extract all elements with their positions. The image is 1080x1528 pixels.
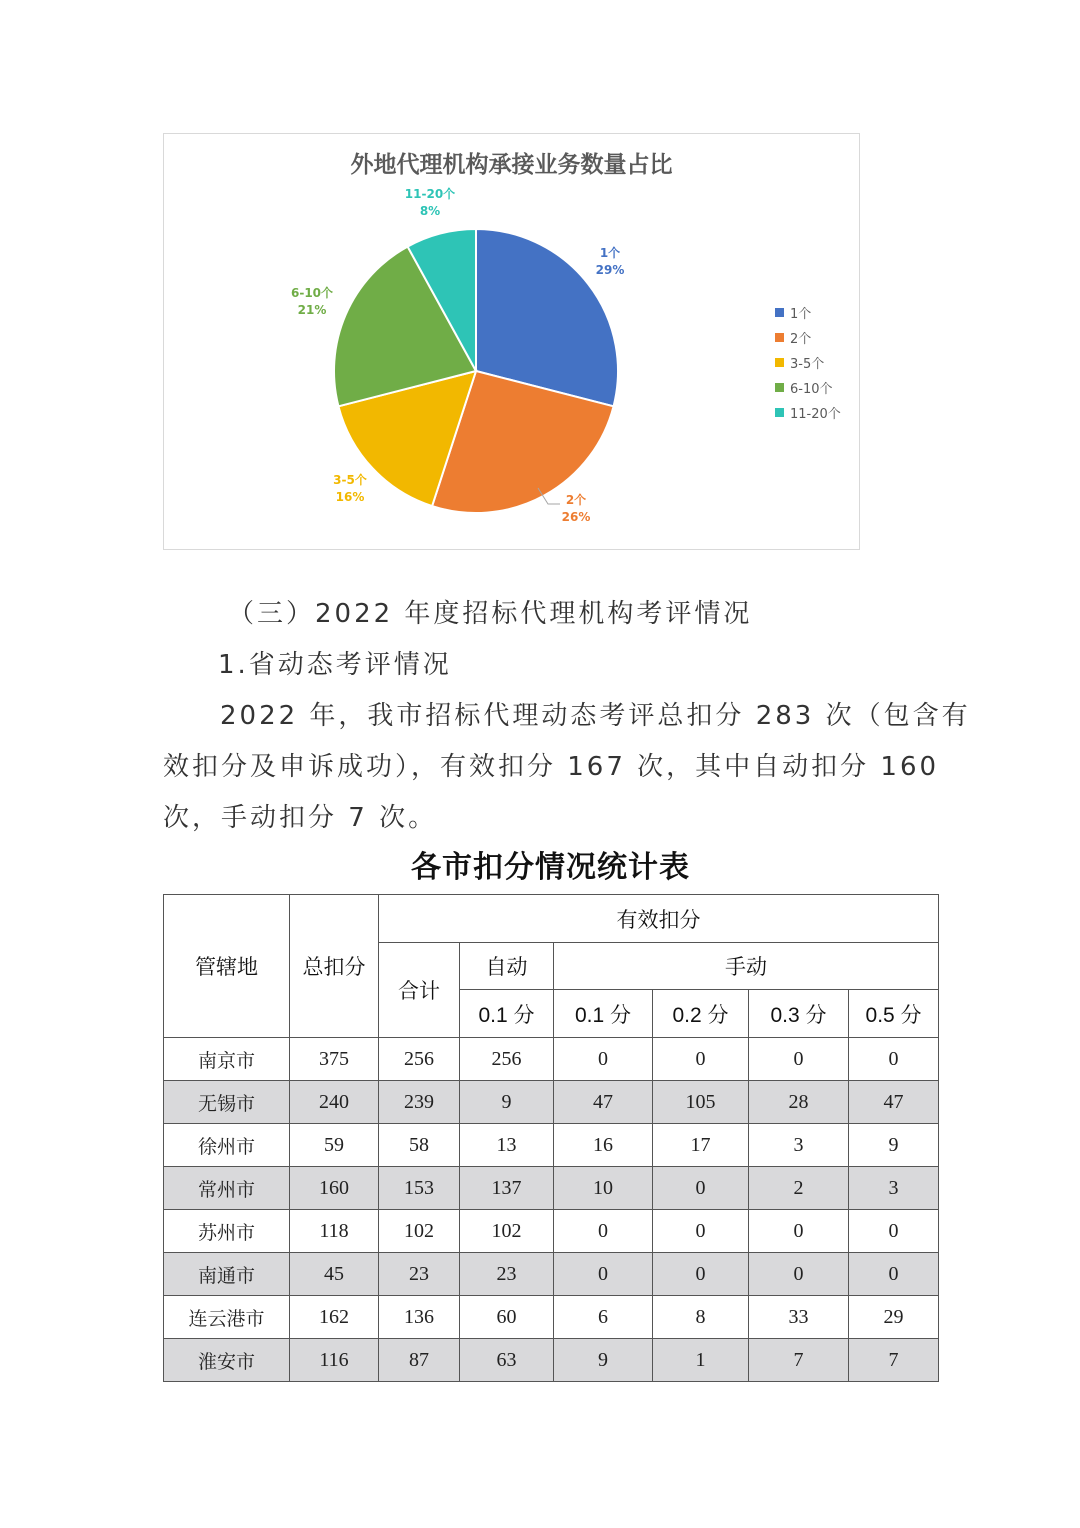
table-cell-value: 8 [653, 1296, 749, 1339]
table-cell-value: 58 [379, 1124, 460, 1167]
table-row [164, 1038, 939, 1081]
table-cell-value: 0 [849, 1038, 939, 1081]
table-cell-value: 0 [653, 1167, 749, 1210]
header-manual-0.2: 0.2 分 [653, 990, 749, 1038]
table-cell-value: 256 [379, 1038, 460, 1081]
table-cell-value: 33 [749, 1296, 849, 1339]
subheading: 1.省动态考评情况 [218, 650, 452, 680]
table-row [164, 1296, 939, 1339]
table-cell-value: 59 [290, 1124, 379, 1167]
legend-label: 11-20个 [790, 407, 841, 422]
table-cell-value: 23 [379, 1253, 460, 1296]
pie-data-label-percent: 21% [297, 303, 327, 317]
table-cell-value: 60 [460, 1296, 554, 1339]
header-effective: 有效扣分 [379, 895, 939, 943]
table-cell-value: 7 [849, 1339, 939, 1382]
pie-data-label-percent: 26% [561, 510, 591, 524]
table-cell-value: 7 [749, 1339, 849, 1382]
pie-data-label-percent: 16% [335, 490, 365, 504]
table-cell-value: 105 [653, 1081, 749, 1124]
table-cell-value: 0 [749, 1038, 849, 1081]
table-row [164, 1339, 939, 1382]
table-cell-value: 9 [554, 1339, 653, 1382]
deduction-stats-table [163, 894, 939, 1382]
header-auto: 自动 [460, 943, 554, 990]
paragraph-line-1: 2022 年，我市招标代理动态考评总扣分 283 次（包含有 [220, 701, 971, 731]
pie-data-label-name: 6-10个 [290, 286, 334, 300]
table-cell-value: 1 [653, 1339, 749, 1382]
table-cell-region: 苏州市 [164, 1210, 290, 1253]
table-cell-region: 无锡市 [164, 1081, 290, 1124]
table-cell-value: 0 [653, 1038, 749, 1081]
header-manual-0.5: 0.5 分 [849, 990, 939, 1038]
table-row [164, 1167, 939, 1210]
pie-data-label-name: 2个 [565, 493, 587, 507]
table-cell-value: 102 [379, 1210, 460, 1253]
legend-label: 3-5个 [790, 357, 825, 372]
table-cell-value: 137 [460, 1167, 554, 1210]
header-manual-0.1: 0.1 分 [554, 990, 653, 1038]
table-cell-value: 0 [849, 1253, 939, 1296]
table-cell-value: 10 [554, 1167, 653, 1210]
table-cell-value: 0 [554, 1253, 653, 1296]
pie-chart [163, 133, 860, 550]
table-body [164, 1038, 939, 1382]
chart-legend [775, 300, 841, 425]
legend-item [775, 350, 841, 375]
table-cell-value: 63 [460, 1339, 554, 1382]
header-total: 总扣分 [290, 895, 379, 1038]
table-cell-region: 淮安市 [164, 1339, 290, 1382]
table-cell-value: 87 [379, 1339, 460, 1382]
table-cell-value: 240 [290, 1081, 379, 1124]
table-cell-value: 375 [290, 1038, 379, 1081]
table-cell-value: 23 [460, 1253, 554, 1296]
legend-label: 6-10个 [790, 382, 833, 397]
table-cell-value: 239 [379, 1081, 460, 1124]
table-cell-value: 45 [290, 1253, 379, 1296]
table-row [164, 1124, 939, 1167]
header-region: 管辖地 [164, 895, 290, 1038]
header-manual: 手动 [554, 943, 939, 990]
table-row [164, 1253, 939, 1296]
table-cell-value: 16 [554, 1124, 653, 1167]
table-cell-value: 6 [554, 1296, 653, 1339]
legend-label: 1个 [790, 307, 812, 322]
pie-data-label-percent: 8% [419, 204, 441, 218]
chart-title: 外地代理机构承接业务数量占比 [350, 151, 673, 178]
table-row [164, 1081, 939, 1124]
table-cell-value: 153 [379, 1167, 460, 1210]
pie-data-label-percent: 29% [595, 263, 625, 277]
header-sum: 合计 [379, 943, 460, 1038]
pie-data-label-name: 1个 [599, 246, 621, 260]
table-cell-value: 3 [749, 1124, 849, 1167]
table-cell-value: 160 [290, 1167, 379, 1210]
legend-swatch [775, 383, 784, 392]
header-auto-0.1: 0.1 分 [460, 990, 554, 1038]
table-cell-value: 47 [849, 1081, 939, 1124]
table-cell-value: 17 [653, 1124, 749, 1167]
pie-data-label-name: 3-5个 [333, 473, 367, 487]
table-cell-value: 118 [290, 1210, 379, 1253]
table-row [164, 1210, 939, 1253]
legend-item [775, 400, 841, 425]
table-cell-region: 徐州市 [164, 1124, 290, 1167]
pie-data-label-name: 11-20个 [404, 187, 456, 201]
legend-item [775, 325, 841, 350]
table-cell-value: 3 [849, 1167, 939, 1210]
pie-chart-svg [164, 134, 861, 551]
legend-label: 2个 [790, 332, 812, 347]
table-cell-value: 9 [849, 1124, 939, 1167]
legend-swatch [775, 308, 784, 317]
legend-swatch [775, 333, 784, 342]
table-cell-value: 29 [849, 1296, 939, 1339]
legend-swatch [775, 358, 784, 367]
table-cell-region: 南京市 [164, 1038, 290, 1081]
table-cell-region: 连云港市 [164, 1296, 290, 1339]
paragraph-line-2: 效扣分及申诉成功），有效扣分 167 次，其中自动扣分 160 [163, 752, 940, 782]
table-cell-value: 0 [849, 1210, 939, 1253]
table-cell-value: 256 [460, 1038, 554, 1081]
table-cell-value: 28 [749, 1081, 849, 1124]
header-manual-0.3: 0.3 分 [749, 990, 849, 1038]
table-cell-value: 0 [554, 1038, 653, 1081]
table-cell-value: 162 [290, 1296, 379, 1339]
table-cell-value: 0 [653, 1253, 749, 1296]
table-cell-value: 116 [290, 1339, 379, 1382]
table-cell-value: 0 [749, 1210, 849, 1253]
table-title: 各市扣分情况统计表 [411, 850, 690, 885]
legend-item [775, 375, 841, 400]
table-cell-value: 13 [460, 1124, 554, 1167]
table-cell-value: 9 [460, 1081, 554, 1124]
table-cell-value: 102 [460, 1210, 554, 1253]
table-cell-value: 2 [749, 1167, 849, 1210]
table-cell-region: 南通市 [164, 1253, 290, 1296]
legend-swatch [775, 408, 784, 417]
table-cell-region: 常州市 [164, 1167, 290, 1210]
table-cell-value: 0 [554, 1210, 653, 1253]
section-heading: （三）2022 年度招标代理机构考评情况 [228, 599, 753, 629]
paragraph-line-3: 次，手动扣分 7 次。 [163, 803, 438, 833]
table-cell-value: 0 [749, 1253, 849, 1296]
table-cell-value: 47 [554, 1081, 653, 1124]
table-cell-value: 136 [379, 1296, 460, 1339]
table-cell-value: 0 [653, 1210, 749, 1253]
legend-item [775, 300, 841, 325]
